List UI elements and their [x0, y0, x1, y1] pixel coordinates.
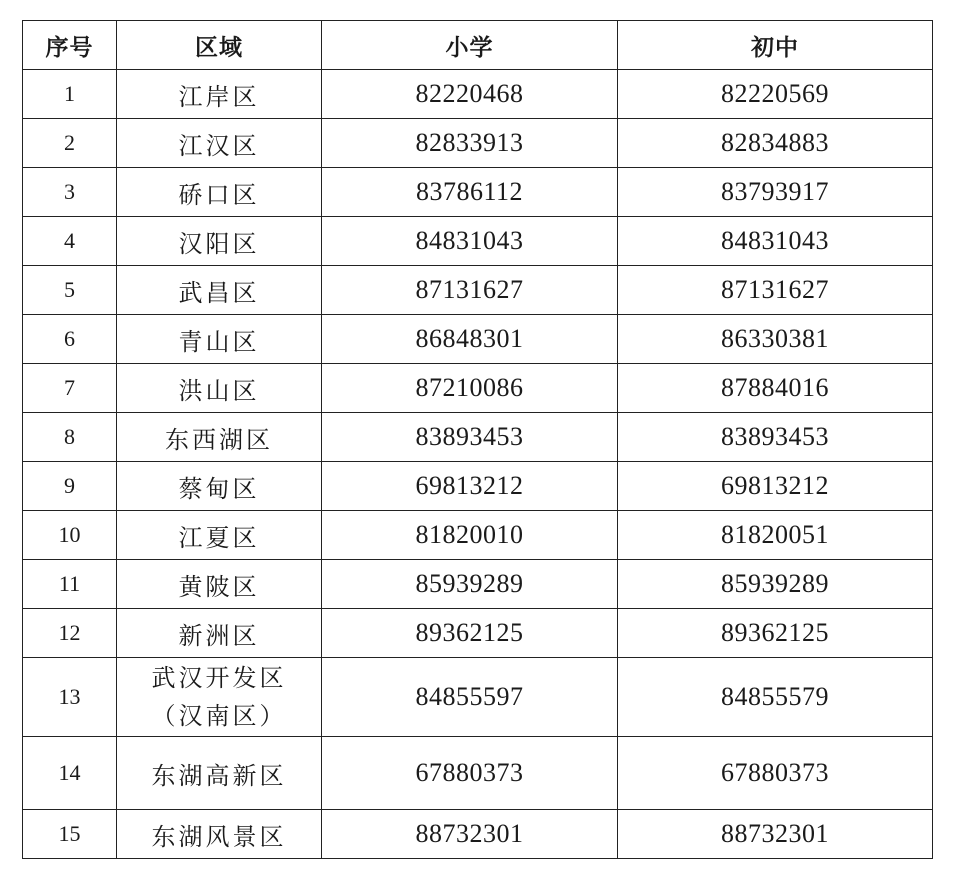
primary-phone: 84831043: [322, 217, 618, 266]
district-name: 硚口区: [117, 168, 322, 217]
junior-phone: 88732301: [618, 810, 933, 859]
district-name: 新洲区: [117, 609, 322, 658]
table-row: [23, 168, 933, 217]
district-name: 黄陂区: [117, 560, 322, 609]
primary-phone: 85939289: [322, 560, 618, 609]
primary-phone: 82220468: [322, 70, 618, 119]
district-name: [117, 658, 322, 737]
row-number: 12: [23, 609, 117, 658]
table-row: [23, 511, 933, 560]
primary-phone: 81820010: [322, 511, 618, 560]
table-row: [23, 658, 933, 737]
district-name: 汉阳区: [117, 217, 322, 266]
row-number: 10: [23, 511, 117, 560]
row-number: 7: [23, 364, 117, 413]
header-number: 序号: [23, 21, 117, 70]
primary-phone: 82833913: [322, 119, 618, 168]
junior-phone: 67880373: [618, 737, 933, 810]
primary-phone: 86848301: [322, 315, 618, 364]
primary-phone: 87210086: [322, 364, 618, 413]
district-name-line2: （汉南区）: [151, 702, 287, 730]
table-row: [23, 609, 933, 658]
district-name-line1: 武汉开发区: [151, 664, 287, 692]
table-row: [23, 560, 933, 609]
junior-phone: 69813212: [618, 462, 933, 511]
primary-phone: 83893453: [322, 413, 618, 462]
primary-phone: 83786112: [322, 168, 618, 217]
header-district: 区域: [117, 21, 322, 70]
table-row: [23, 266, 933, 315]
header-row: [23, 21, 933, 70]
district-name: 东湖高新区: [117, 737, 322, 810]
district-name: 江夏区: [117, 511, 322, 560]
district-name: 东湖风景区: [117, 810, 322, 859]
primary-phone: 89362125: [322, 609, 618, 658]
row-number: 9: [23, 462, 117, 511]
primary-phone: 69813212: [322, 462, 618, 511]
junior-phone: 84831043: [618, 217, 933, 266]
junior-phone: 83893453: [618, 413, 933, 462]
table-row: [23, 364, 933, 413]
row-number: 4: [23, 217, 117, 266]
row-number: 3: [23, 168, 117, 217]
district-name: 武昌区: [117, 266, 322, 315]
junior-phone: 87131627: [618, 266, 933, 315]
table-row: [23, 70, 933, 119]
junior-phone: 83793917: [618, 168, 933, 217]
district-name: 东西湖区: [117, 413, 322, 462]
row-number: 6: [23, 315, 117, 364]
junior-phone: 89362125: [618, 609, 933, 658]
district-name: 江汉区: [117, 119, 322, 168]
table-row: [23, 462, 933, 511]
primary-phone: 84855597: [322, 658, 618, 737]
row-number: 1: [23, 70, 117, 119]
hotline-table: [22, 20, 933, 859]
junior-phone: 82220569: [618, 70, 933, 119]
row-number: 11: [23, 560, 117, 609]
row-number: 15: [23, 810, 117, 859]
table-row: [23, 810, 933, 859]
district-name: 洪山区: [117, 364, 322, 413]
primary-phone: 88732301: [322, 810, 618, 859]
table-body: [23, 70, 933, 859]
district-name: 江岸区: [117, 70, 322, 119]
row-number: 2: [23, 119, 117, 168]
table-row: [23, 413, 933, 462]
table-row: [23, 315, 933, 364]
junior-phone: 85939289: [618, 560, 933, 609]
district-name: 青山区: [117, 315, 322, 364]
header-junior-school: 初中: [618, 21, 933, 70]
row-number: 13: [23, 658, 117, 737]
junior-phone: 81820051: [618, 511, 933, 560]
primary-phone: 67880373: [322, 737, 618, 810]
primary-phone: 87131627: [322, 266, 618, 315]
junior-phone: 82834883: [618, 119, 933, 168]
row-number: 14: [23, 737, 117, 810]
table-row: [23, 217, 933, 266]
district-name: 蔡甸区: [117, 462, 322, 511]
row-number: 5: [23, 266, 117, 315]
row-number: 8: [23, 413, 117, 462]
table-row: [23, 737, 933, 810]
table-row: [23, 119, 933, 168]
junior-phone: 86330381: [618, 315, 933, 364]
junior-phone: 84855579: [618, 658, 933, 737]
header-primary-school: 小学: [322, 21, 618, 70]
junior-phone: 87884016: [618, 364, 933, 413]
